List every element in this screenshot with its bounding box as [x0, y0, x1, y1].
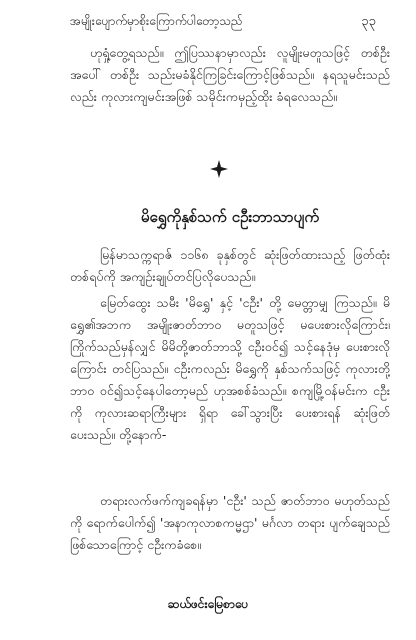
- publisher-footer: ဆယ်ဖင်းမြေစာပေ: [167, 597, 249, 611]
- four-point-star-icon: [210, 160, 228, 178]
- paragraph-2: မြန်မာသက္ကရာဇ် ၁၁၆၈ ခုနှစ်တွင် ဆုံးဖြတ်ထားသည့် ဖြတ်ထုံးတစ်ရပ်ကို အကျဉ်းချုပ်တင်ပြလိုပေသည်။: [70, 247, 390, 284]
- section-title: မိရွှေကိုနှစ်သက် ငဦးဘာသာပျက်: [140, 208, 320, 226]
- page-number: ၃၃: [361, 13, 376, 29]
- page-header: [70, 10, 376, 34]
- paragraph-1: ဟုရှုံ့တွေ့ရသည်။ ဤပြဿနာမှာလည်း လူမျိုးမတူသဖြင့် တစ်ဦးအပေါ် တစ်ဦး သည်းမခံနိုင်ကြခြင်းကြောင့်ဖြစ်သည်။ နရသူမင်းသည်လည်း ကုလားကျမင်းအဖြစ် သမိုင်းကမှည့်ထိုး ခံရလေသည်။: [70, 45, 390, 104]
- paragraph-4: တရားလက်ဖက်ကျခရန်မှာ 'ငဦး' သည် ဇာတ်ဘာဝ မဟုတ်သည်ကို ရောက်ပေါက်၍ 'အနာကုလာစကမ္မဌာ' မင်္ဂလာ တရား ပျက်ချေသည်ဖြစ်သောကြောင့် ငဦးကခံစေ။: [70, 493, 390, 552]
- running-title: အမျိုးပျောက်မှာစိုးကြောက်ပါတော့သည်: [70, 14, 243, 28]
- paragraph-3: မြေတ်ထွေး သမီး 'မိရွှေ' နှင့် 'ငဦး' တို့ မေတ္တာမျှ ကြသည်။ မိရွှေ၏အဘက အမျိုးဇာတ်ဘာဝ မတူသဖြင့် မပေးစားလိုကြောင်း၊ ကြိုက်သည်မှန်လျှင် မိမိတို့ဇာတ်ဘာသို့ ငဦးဝင်၍ သင့်နေဒုံမှ ပေးစားလိုကြောင်း တင်ပြသည်။ ငဦးကလည်း မိရွှေကို နှစ်သက်သဖြင့် ကုလားတို့ဘာဝ ဝင်၍သင့်နေပါတော့မည် ဟုအစစ်ခံသည်။ စကျမြို့ဝန်မင်းက ငဦးကို ကုလားဆရာကြီးများ ရှိရာ ခေါ်သွားပြီး ပေးစားရန် ဆုံးဖြတ်ပေးသည်။ တို့နောက်-: [70, 295, 390, 442]
